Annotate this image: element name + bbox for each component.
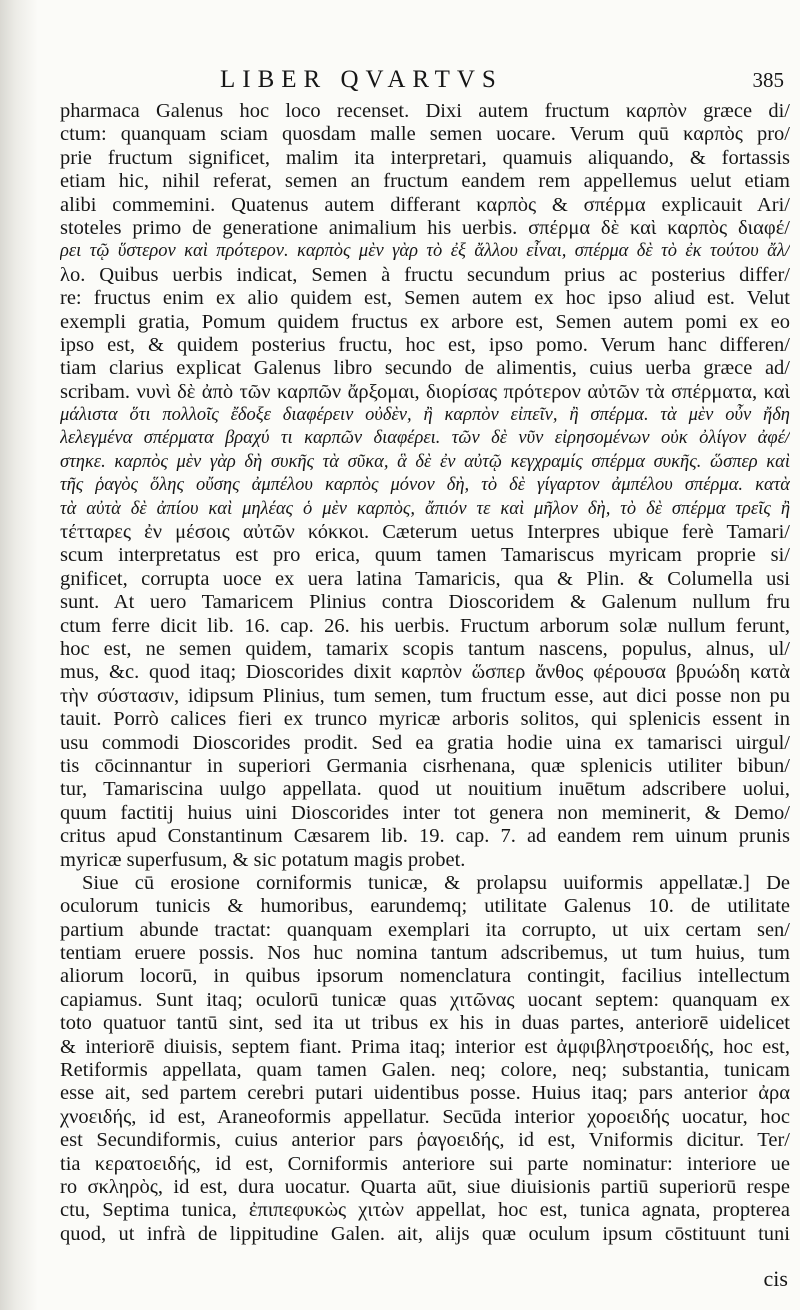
text-line: usu commodi Dioscorides prodit. Sed ea gratia hodie uina ex tamarisci uirgul/ [60, 731, 790, 754]
text-line: τὰ αὐτὰ δὲ ἀπίου καὶ μηλέας ὁ μὲν καρπὸς, ἄπιόν τε καὶ μῆλον δὴ, τὸ δὲ σπέρμα τρεῖς ἢ [60, 498, 790, 519]
page-header [60, 64, 790, 100]
text-line: aliorum locorū, in quibus ipsorum nomenclatura contingit, facilius intellectum [60, 965, 790, 988]
text-line: tis cōcinnantur in superiori Germania cisrhenana, quæ splenicis utiliter bibun/ [60, 754, 790, 777]
text-line: Siue cū erosione corniformis tunicæ, & prolapsu uuiformis appellatæ.] De [82, 871, 790, 894]
text-line: partium abunde tractat: quanquam exemplari ita corrupto, ut uix certam sen/ [60, 918, 790, 941]
text-line: tiam clarius explicat Galenus libro secundo de alimentis, cuius uerba græce ad/ [60, 357, 790, 380]
text-line: exempli gratia, Pomum quidem fructus ex arbore est, Semen autem pomi ex eo [60, 310, 790, 333]
text-line: ctu, Septima tunica, ἐπιπεφυκὼς χιτὼν appellat, hoc est, tunica agnata, propterea [60, 1199, 790, 1222]
text-line: στηκε. καρπὸς μὲν γὰρ δὴ συκῆς τὰ σῦκα, ἃ δὲ ἐν αὐτῷ κεγχραμίς σπέρμα συκῆς. ὥσπερ καὶ [60, 451, 790, 472]
text-line: gnificet, corrupta uoce ex uera latina Tamaricis, qua & Plin. & Columella usi [60, 567, 790, 590]
text-line: λο. Quibus uerbis indicat, Semen à fructu secundum prius ac posterius differ/ [60, 263, 790, 286]
text-line: stoteles primo de generatione animalium his uerbis. σπέρμα δὲ καὶ καρπὸς διαφέ/ [60, 216, 790, 239]
page-number: 385 [752, 68, 784, 92]
text-line: ctum: quanquam sciam quosdam malle semen uocare. Verum quū καρπὸς pro/ [60, 123, 790, 146]
catchword: cis [763, 1266, 788, 1291]
text-line: sunt. At uero Tamaricem Plinius contra Dioscoridem & Galenum nullum fru [60, 591, 790, 614]
text-line: scribam. νυνὶ δὲ ἀπὸ τῶν καρπῶν ἄρξομαι, διορίσας πρότερον αὐτῶν τὰ σπέρματα, καὶ [60, 380, 790, 403]
text-line: ctum ferre dicit lib. 16. cap. 26. his uerbis. Fructum arborum solæ nullum ferunt, [60, 614, 790, 637]
text-line: etiam hic, nihil referat, semen an fructum eandem rem appellemus uelut etiam [60, 170, 790, 193]
text-line: ipso est, & quidem posterius fructu, hoc est, ipso pomo. Verum hanc differen/ [60, 333, 790, 356]
text-line: tentiam eruere possis. Nos huc nomina tantum adscribemus, ut tum huius, tum [60, 942, 790, 965]
text-line: est Secundiformis, cuius anterior pars ῥαγοειδής, id est, Vniformis dicitur. Ter/ [60, 1129, 790, 1152]
text-line: quod, ut infrà de lippitudine Galen. ait, alijs quæ oculum ipsum cōstituunt tuni [60, 1222, 790, 1245]
text-line: capiamus. Sunt itaq; oculorū tunicæ quas χιτῶνας uocant septem: quanquam ex [60, 988, 790, 1011]
text-line: scum interpretatus est pro erica, quum tamen Tamariscus myricam proprie si/ [60, 544, 790, 567]
text-line: tauit. Porrò calices fieri ex trunco myricæ arboris solitos, qui splenicis essent in [60, 708, 790, 731]
text-line: toto quatuor tantū sint, sed ita ut tribus ex his in duas partes, anteriorē uidelicet [60, 1012, 790, 1035]
text-block [60, 100, 790, 1246]
text-line: λελεγμένα σπέρματα βραχύ τι καρπῶν διαφέρει. τῶν δὲ νῦν εἰρησομένων οὐκ ὀλίγον ἀφέ/ [60, 428, 790, 449]
text-line: re: fructus enim ex alio quidem est, Semen autem ex hoc ipso aliud est. Velut [60, 287, 790, 310]
text-line: hoc est, ne semen quidem, tamarix scopis tantum nascens, populus, alnus, ul/ [60, 637, 790, 660]
text-line: & interiorē diuisis, septem fiant. Prima itaq; interior est ἀμφιβληστροειδής, hoc est, [60, 1035, 790, 1058]
text-line: tur, Tamariscina uulgo appellata. quod ut nouitium inuētum adscribere uolui, [60, 778, 790, 801]
text-line: Retiformis appellata, quam tamen Galen. neq; colore, neq; substantia, tunicam [60, 1059, 790, 1082]
text-line: oculorum tunicis & humoribus, earundemq; utilitate Galenus 10. de utilitate [60, 895, 790, 918]
text-line: esse ait, sed partem cerebri putari uidentibus posse. Huius itaq; pars anterior ἀρα [60, 1082, 790, 1105]
text-line: χνοειδής, id est, Araneoformis appellatur. Secūda interior χοροειδής uocatur, hoc [60, 1105, 790, 1128]
text-line: critus apud Constantinum Cæsarem lib. 19. cap. 7. ad eandem rem uinum prunis [60, 825, 790, 848]
text-line: pharmaca Galenus hoc loco recenset. Dixi autem fructum καρπὸν græce di/ [60, 100, 790, 122]
text-line: tia κερατοειδής, id est, Corniformis anteriore sui parte nominatur: interiore ue [60, 1152, 790, 1175]
text-line: μάλιστα ὅτι πολλοῖς ἔδοξε διαφέρειν οὐδὲν, ἢ καρπὸν εἰπεῖν, ἢ σπέρμα. τὰ μὲν οὖν ἤδη [60, 405, 790, 426]
text-line: τέτταρες ἐν μέσοις αὐτῶν κόκκοι. Cæterum uetus Interpres ubique ferè Tamari/ [60, 521, 790, 544]
page-gutter-shadow [0, 0, 38, 1310]
text-line: ro σκληρὸς, id est, dura uocatur. Quarta aūt, siue diuisionis partiū superiorū respe [60, 1175, 790, 1198]
text-line: τὴν σύστασιν, idipsum Plinius, tum semen, tum fructum esse, aut dici posse non pu [60, 684, 790, 707]
text-line: myricæ superfusum, & sic potatum magis probet. [60, 848, 466, 871]
text-line: prie fructum significet, malim ita interpretari, quamuis aliquando, & fortassis [60, 146, 790, 169]
running-head: LIBER QVARTVS [220, 66, 503, 93]
text-line: mus, &c. quod itaq; Dioscorides dixit καρπὸν ὥσπερ ἄνθος φέρουσα βρυώδη κατὰ [60, 661, 790, 684]
text-line: ρει τῷ ὕστερον καὶ πρότερον. καρπὸς μὲν γὰρ τὸ ἐξ ἄλλου εἶναι, σπέρμα δὲ τὸ ἐκ τούτου ἄλ/ [60, 241, 790, 262]
text-line: τῆς ῥαγὸς ὅλης οὔσης ἀμπέλου καρπὸς μόνον δὴ, τὸ δὲ γίγαρτον ἀμπέλου σπέρμα. κατὰ [60, 475, 790, 496]
text-line: quum factitij huius uini Dioscorides inter tot genera non meminerit, & Demo/ [60, 801, 790, 824]
text-line: alibi commemini. Quatenus autem differant καρπὸς & σπέρμα explicauit Ari/ [60, 193, 790, 216]
